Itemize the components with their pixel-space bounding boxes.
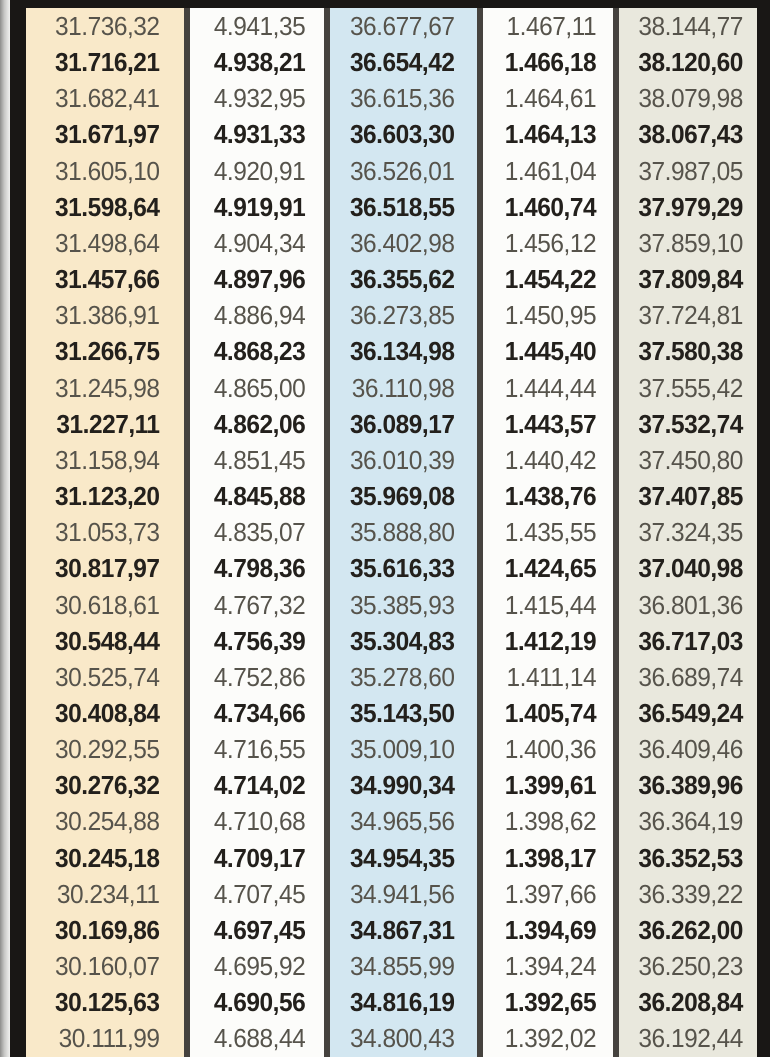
table-cell: 36.689,74: [638, 661, 743, 692]
table-cell: 1.464,13: [504, 119, 597, 150]
table-cell: 37.987,05: [638, 155, 743, 186]
table-cell: 31.605,10: [55, 155, 160, 186]
table-cell: 4.688,44: [213, 1023, 306, 1054]
table-cell: 4.868,23: [213, 336, 306, 367]
table-cell: 1.394,69: [504, 914, 597, 945]
table-cell: 1.412,19: [504, 625, 597, 656]
table-cell: 36.717,03: [638, 625, 743, 656]
table-cell: 31.158,94: [55, 444, 160, 475]
table-cell: 34.941,56: [349, 878, 455, 909]
table-cell: 4.851,45: [213, 444, 306, 475]
table-cell: 4.707,45: [213, 878, 306, 909]
price-table: [26, 8, 757, 1057]
table-cell: 4.697,45: [213, 914, 306, 945]
table-cell: 4.919,91: [213, 191, 306, 222]
table-cell: 36.273,85: [349, 300, 455, 331]
table-column-1: [26, 8, 184, 1057]
table-cell: 37.040,98: [638, 553, 743, 584]
table-cell: 37.532,74: [638, 408, 743, 439]
table-cell: 4.897,96: [213, 264, 306, 295]
table-cell: 4.941,35: [213, 11, 306, 41]
table-column-4: [477, 8, 613, 1057]
table-cell: 31.716,21: [55, 47, 160, 78]
table-cell: 36.654,42: [349, 47, 455, 78]
table-cell: 4.904,34: [213, 227, 306, 258]
page-edge-shadow: [0, 0, 10, 1057]
table-cell: 31.682,41: [55, 83, 160, 114]
table-cell: 36.262,00: [638, 914, 743, 945]
table-cell: 36.355,62: [349, 264, 455, 295]
table-cell: 34.965,56: [349, 806, 455, 837]
table-cell: 38.067,43: [638, 119, 743, 150]
table-cell: 4.845,88: [213, 481, 306, 512]
table-cell: 35.304,83: [349, 625, 455, 656]
table-cell: 31.671,97: [55, 119, 160, 150]
table-cell: 30.234,11: [56, 878, 160, 909]
table-cell: 30.160,07: [55, 951, 160, 982]
table-cell: 1.443,57: [504, 408, 597, 439]
table-cell: 4.734,66: [213, 697, 306, 728]
table-cell: 1.400,36: [504, 734, 597, 765]
table-cell: 30.548,44: [55, 625, 160, 656]
table-cell: 38.120,60: [638, 47, 743, 78]
table-cell: 30.618,61: [55, 589, 160, 620]
table-cell: 31.245,98: [55, 372, 160, 403]
table-cell: 36.250,23: [638, 951, 743, 982]
table-cell: 31.123,20: [55, 481, 160, 512]
table-cell: 1.424,65: [504, 553, 597, 584]
table-cell: 35.888,80: [349, 517, 455, 548]
table-cell: 30.169,86: [55, 914, 160, 945]
table-cell: 1.397,66: [504, 878, 597, 909]
table-cell: 36.549,24: [638, 697, 743, 728]
table-cell: 35.009,10: [349, 734, 455, 765]
table-cell: 1.466,18: [504, 47, 597, 78]
table-cell: 36.677,67: [349, 11, 455, 41]
table-cell: 30.408,84: [55, 697, 160, 728]
table-cell: 4.710,68: [213, 806, 306, 837]
table-cell: 4.865,00: [213, 372, 306, 403]
table-cell: 37.407,85: [638, 481, 743, 512]
table-cell: 37.450,80: [638, 444, 743, 475]
table-cell: 4.695,92: [213, 951, 306, 982]
table-cell: 31.053,73: [55, 517, 160, 548]
table-cell: 30.245,18: [55, 842, 160, 873]
table-cell: 36.192,44: [638, 1023, 743, 1054]
table-cell: 36.352,53: [638, 842, 743, 873]
table-cell: 30.125,63: [55, 987, 160, 1018]
table-cell: 1.438,76: [504, 481, 597, 512]
table-cell: 30.111,99: [58, 1023, 160, 1054]
table-cell: 34.816,19: [349, 987, 455, 1018]
table-cell: 1.456,12: [504, 227, 597, 258]
table-cell: 35.143,50: [349, 697, 455, 728]
table-cell: 4.920,91: [213, 155, 306, 186]
table-cell: 31.386,91: [55, 300, 160, 331]
table-column-3: [324, 8, 477, 1057]
table-cell: 4.835,07: [213, 517, 306, 548]
table-cell: 36.339,22: [638, 878, 743, 909]
table-cell: 1.464,61: [504, 83, 597, 114]
table-cell: 1.467,11: [506, 11, 597, 41]
table-cell: 1.411,14: [506, 661, 597, 692]
table-cell: 36.801,36: [638, 589, 743, 620]
table-cell: 34.855,99: [349, 951, 455, 982]
table-cell: 4.690,56: [213, 987, 306, 1018]
table-cell: 1.440,42: [504, 444, 597, 475]
table-cell: 35.969,08: [349, 481, 455, 512]
table-cell: 1.435,55: [504, 517, 597, 548]
table-cell: 1.392,02: [504, 1023, 597, 1054]
table-cell: 37.859,10: [638, 227, 743, 258]
table-cell: 37.979,29: [638, 191, 743, 222]
table-cell: 36.010,39: [349, 444, 455, 475]
table-cell: 35.278,60: [349, 661, 455, 692]
table-cell: 37.555,42: [638, 372, 743, 403]
table-cell: 34.954,35: [349, 842, 455, 873]
table-cell: 31.266,75: [55, 336, 160, 367]
table-cell: 36.110,98: [351, 372, 455, 403]
table-cell: 37.580,38: [638, 336, 743, 367]
table-cell: 31.457,66: [55, 264, 160, 295]
table-cell: 30.292,55: [55, 734, 160, 765]
table-cell: 4.714,02: [213, 770, 306, 801]
table-cell: 4.756,39: [213, 625, 306, 656]
table-cell: 36.089,17: [349, 408, 455, 439]
table-cell: 4.716,55: [213, 734, 306, 765]
table-cell: 38.079,98: [638, 83, 743, 114]
table-cell: 1.392,65: [504, 987, 597, 1018]
table-cell: 4.862,06: [213, 408, 306, 439]
table-cell: 36.615,36: [349, 83, 455, 114]
table-cell: 4.938,21: [213, 47, 306, 78]
table-cell: 1.398,17: [504, 842, 597, 873]
table-cell: 4.931,33: [213, 119, 306, 150]
table-cell: 38.144,77: [638, 11, 743, 41]
table-cell: 31.498,64: [55, 227, 160, 258]
table-cell: 36.134,98: [349, 336, 455, 367]
table-cell: 1.444,44: [504, 372, 597, 403]
table-cell: 30.525,74: [55, 661, 160, 692]
table-column-2: [184, 8, 324, 1057]
table-cell: 30.254,88: [55, 806, 160, 837]
table-cell: 36.526,01: [349, 155, 455, 186]
table-cell: 34.867,31: [349, 914, 455, 945]
table-cell: 4.886,94: [213, 300, 306, 331]
table-cell: 34.800,43: [349, 1023, 455, 1054]
table-cell: 4.767,32: [213, 589, 306, 620]
table-cell: 4.798,36: [213, 553, 306, 584]
table-cell: 37.324,35: [638, 517, 743, 548]
table-cell: 1.450,95: [504, 300, 597, 331]
table-cell: 1.405,74: [504, 697, 597, 728]
table-cell: 4.752,86: [213, 661, 306, 692]
table-cell: 36.389,96: [638, 770, 743, 801]
table-cell: 4.709,17: [213, 842, 306, 873]
table-cell: 34.990,34: [349, 770, 455, 801]
table-cell: 36.518,55: [349, 191, 455, 222]
table-cell: 1.398,62: [504, 806, 597, 837]
table-cell: 1.394,24: [504, 951, 597, 982]
table-cell: 36.603,30: [349, 119, 455, 150]
price-table-frame: [10, 0, 770, 1057]
table-cell: 36.208,84: [638, 987, 743, 1018]
table-cell: 1.415,44: [504, 589, 597, 620]
table-cell: 35.385,93: [349, 589, 455, 620]
table-cell: 36.364,19: [638, 806, 743, 837]
table-cell: 31.598,64: [55, 191, 160, 222]
table-cell: 30.276,32: [55, 770, 160, 801]
table-cell: 4.932,95: [213, 83, 306, 114]
table-cell: 30.817,97: [55, 553, 160, 584]
table-cell: 31.736,32: [55, 11, 160, 41]
table-cell: 1.454,22: [504, 264, 597, 295]
table-cell: 1.445,40: [504, 336, 597, 367]
table-cell: 36.402,98: [349, 227, 455, 258]
table-column-5: [613, 8, 757, 1057]
table-cell: 37.724,81: [638, 300, 743, 331]
table-cell: 31.227,11: [56, 408, 160, 439]
table-cell: 1.399,61: [504, 770, 597, 801]
table-cell: 36.409,46: [638, 734, 743, 765]
table-cell: 1.461,04: [504, 155, 597, 186]
table-cell: 37.809,84: [638, 264, 743, 295]
table-cell: 35.616,33: [349, 553, 455, 584]
table-cell: 1.460,74: [504, 191, 597, 222]
